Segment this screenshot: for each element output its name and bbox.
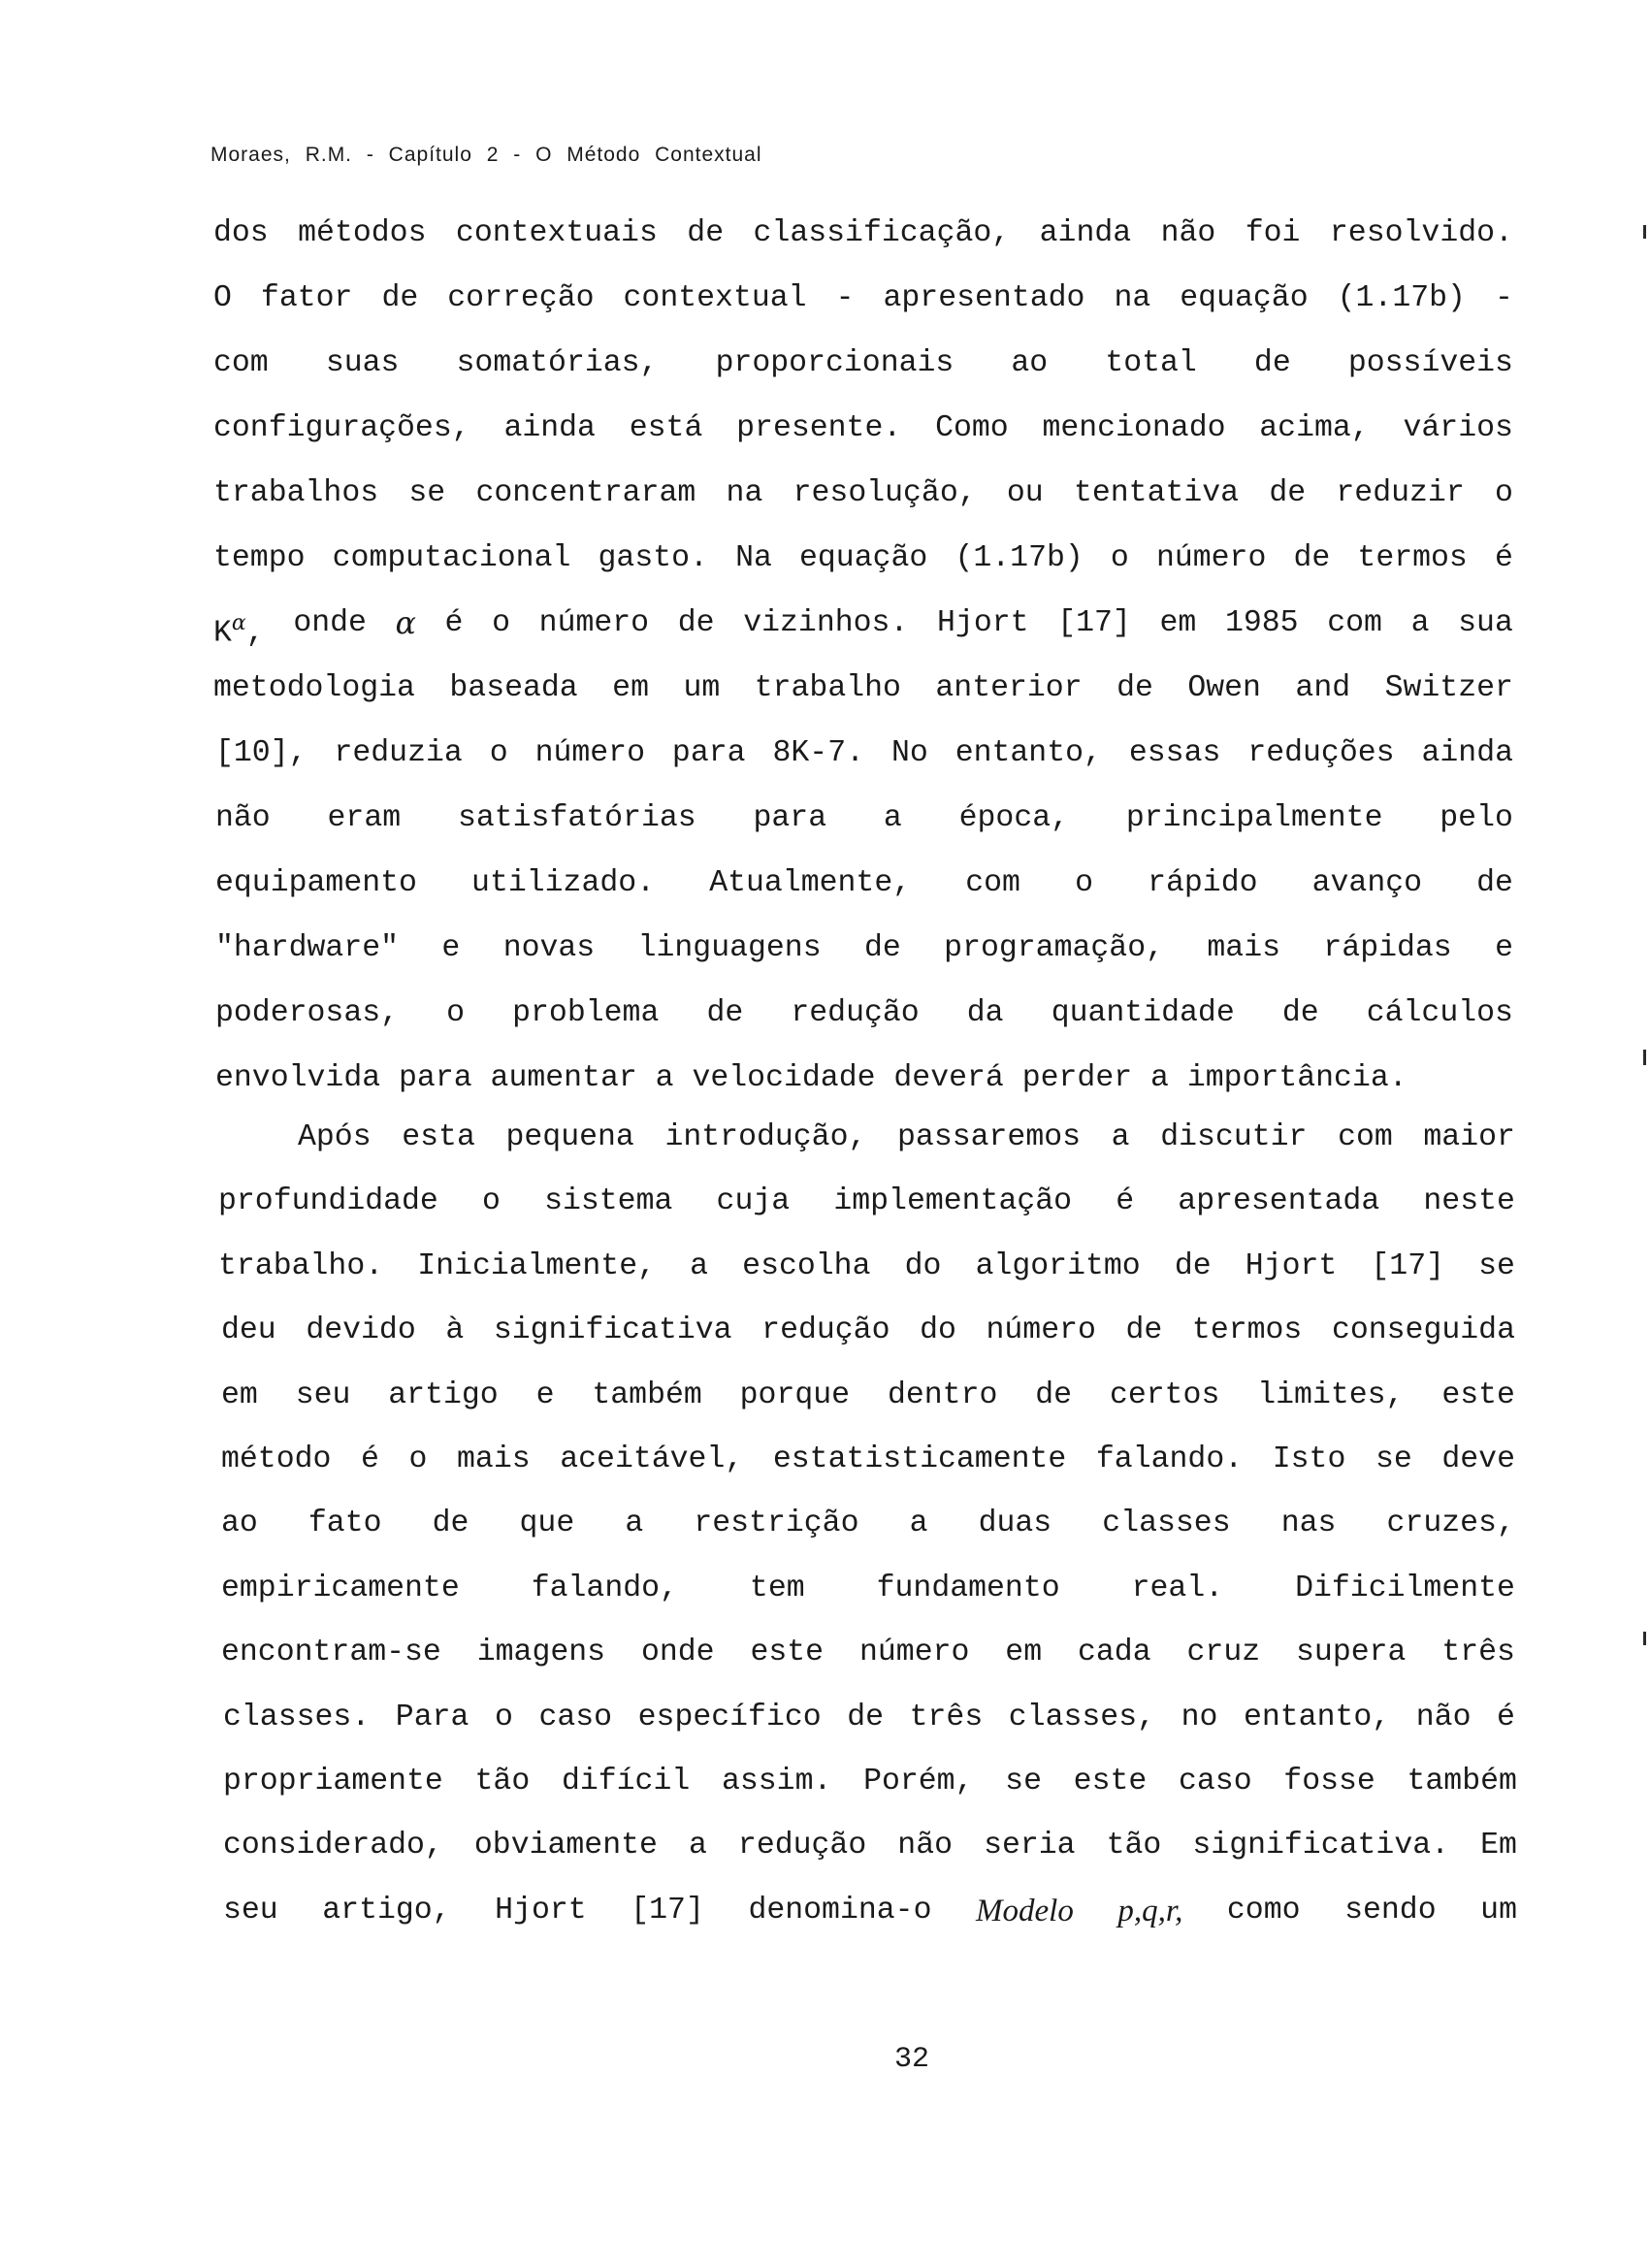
word: baseada <box>449 671 578 705</box>
word: neste <box>1423 1184 1515 1218</box>
word: à <box>445 1313 465 1347</box>
paragraph1-line <box>213 669 1513 708</box>
word: apresentado <box>883 281 1085 315</box>
word: considerado, <box>223 1829 443 1863</box>
word: Switzer <box>1384 671 1513 705</box>
word: métodos <box>298 216 427 250</box>
word: Para <box>395 1701 469 1734</box>
word: propriamente <box>223 1765 443 1798</box>
word: apresentada <box>1178 1184 1380 1218</box>
word: é <box>444 606 464 640</box>
word: deve <box>1441 1442 1515 1476</box>
word: do <box>920 1313 956 1347</box>
word: mais <box>457 1442 531 1476</box>
word: escolha <box>742 1249 871 1283</box>
word: a <box>883 801 902 835</box>
word: pelo <box>1440 801 1513 835</box>
word: onde <box>293 606 367 640</box>
paragraph2-line <box>221 1312 1515 1350</box>
word: de <box>1174 1249 1212 1283</box>
word: este <box>750 1636 825 1669</box>
word: p,q,r, <box>1117 1894 1183 1928</box>
paragraph2-line <box>221 1377 1515 1415</box>
word: reduzia <box>334 736 463 770</box>
word: restrição <box>694 1507 859 1540</box>
paragraph1-line <box>215 734 1513 773</box>
word: aceitável, <box>560 1442 744 1476</box>
word: contextual <box>623 281 807 315</box>
word: velocidade <box>692 1061 876 1095</box>
word: falando, <box>531 1571 678 1605</box>
word: artigo <box>388 1378 499 1412</box>
word: falando. <box>1095 1442 1244 1476</box>
word: proporcionais <box>715 346 954 380</box>
word: de <box>1476 866 1513 900</box>
word: de <box>847 1701 885 1734</box>
word: Porém, <box>863 1765 974 1798</box>
word: a <box>1111 1120 1130 1154</box>
word: encontram-se <box>221 1636 441 1669</box>
word: gasto. <box>598 541 708 575</box>
word: caso <box>538 1701 613 1734</box>
paragraph1-line <box>213 279 1513 318</box>
word: tempo <box>213 541 306 575</box>
word: imagens <box>476 1636 606 1669</box>
paragraph1-line <box>213 604 1513 654</box>
word: é <box>1497 1701 1515 1734</box>
word: cuja <box>716 1184 791 1218</box>
word: aumentar <box>490 1061 637 1095</box>
word: sendo <box>1344 1894 1437 1928</box>
word: conseguida <box>1331 1313 1515 1347</box>
paragraph1-line <box>213 474 1513 513</box>
word: duas <box>978 1507 1052 1540</box>
word: o <box>1110 541 1129 575</box>
paragraph2-line <box>223 1699 1515 1737</box>
word: nas <box>1280 1507 1337 1540</box>
word: passaremos <box>897 1120 1082 1154</box>
word: Após <box>298 1120 372 1154</box>
word: linguagens <box>637 931 822 965</box>
word: Como <box>935 411 1009 445</box>
word: também <box>1407 1765 1517 1798</box>
word: deu <box>221 1313 276 1347</box>
word: a <box>1150 1061 1169 1095</box>
word: importância. <box>1186 1061 1407 1095</box>
word: significativa. <box>1192 1829 1450 1863</box>
word: classes <box>1102 1507 1231 1540</box>
word: foi <box>1245 216 1301 250</box>
word: deverá <box>893 1061 1004 1095</box>
word: essas <box>1128 736 1221 770</box>
word: equação <box>1180 281 1309 315</box>
word: de <box>1281 996 1319 1030</box>
word: de <box>1125 1313 1163 1347</box>
word: correção <box>447 281 595 315</box>
page-header: Moraes, R.M. - Capítulo 2 - O Método Contextual <box>210 144 762 166</box>
word: termos <box>1357 541 1468 575</box>
word: Modelo <box>976 1894 1074 1928</box>
word: na <box>1114 281 1151 315</box>
word: ainda <box>1421 736 1513 770</box>
word: em <box>1159 606 1197 640</box>
word: [17] <box>631 1894 704 1928</box>
word: anterior <box>935 671 1083 705</box>
word: a <box>909 1507 928 1540</box>
word: porque <box>739 1378 851 1412</box>
word: de <box>1116 671 1153 705</box>
word: seu <box>223 1894 278 1928</box>
word: redução <box>761 1313 890 1347</box>
word: para <box>753 801 827 835</box>
paragraph1-line <box>213 409 1513 448</box>
word: Isto <box>1272 1442 1346 1476</box>
word: maior <box>1423 1120 1515 1154</box>
word: somatórias, <box>456 346 659 380</box>
word: vários <box>1403 411 1513 445</box>
word: Dificilmente <box>1295 1571 1515 1605</box>
word: [10], <box>215 736 307 770</box>
word: possíveis <box>1347 346 1513 380</box>
word: discutir <box>1160 1120 1308 1154</box>
word: vizinhos. <box>743 606 909 640</box>
word: é <box>1116 1184 1135 1218</box>
word: metodologia <box>213 671 415 705</box>
paragraph2-line <box>221 1505 1515 1543</box>
word: dentro <box>887 1378 998 1412</box>
word: utilizado. <box>471 866 656 900</box>
word: redução <box>737 1829 867 1863</box>
word: reduções <box>1247 736 1395 770</box>
word: três <box>909 1701 984 1734</box>
word: não <box>897 1829 954 1863</box>
word: Hjort <box>1245 1249 1338 1283</box>
word: tem <box>749 1571 805 1605</box>
word: difícil <box>561 1765 691 1798</box>
word: o <box>408 1442 428 1476</box>
word: fosse <box>1283 1765 1375 1798</box>
word: assim. <box>721 1765 832 1798</box>
word: contextuais <box>455 216 658 250</box>
word: eram <box>327 801 402 835</box>
paragraph1-line <box>215 864 1513 903</box>
word: a <box>655 1061 674 1095</box>
word: real. <box>1131 1571 1224 1605</box>
word: tão <box>1106 1829 1162 1863</box>
paragraph1-line <box>215 799 1513 838</box>
word: fato <box>307 1507 382 1540</box>
word: com <box>965 866 1020 900</box>
word: significativa <box>493 1313 732 1347</box>
word: total <box>1105 346 1197 380</box>
word: em <box>1005 1636 1043 1669</box>
word: concentraram <box>475 476 696 510</box>
word: equação <box>799 541 928 575</box>
word: redução <box>791 996 920 1030</box>
word: a <box>688 1829 707 1863</box>
word: dos <box>213 216 269 250</box>
word: específico <box>637 1701 822 1734</box>
word: ao <box>221 1507 258 1540</box>
word: cada <box>1078 1636 1151 1669</box>
word: presente. <box>736 411 902 445</box>
word: de <box>677 606 715 640</box>
word: para <box>671 736 746 770</box>
word: de <box>1269 476 1307 510</box>
word: trabalhos <box>213 476 379 510</box>
word: onde <box>640 1636 715 1669</box>
word: perder <box>1021 1061 1133 1095</box>
word: trabalho <box>754 671 901 705</box>
word: de <box>687 216 725 250</box>
word: de <box>1293 541 1331 575</box>
word: o <box>494 1701 513 1734</box>
word: se <box>408 476 446 510</box>
word: época, <box>958 801 1070 835</box>
paragraph2-line <box>221 1634 1515 1672</box>
word: cruz <box>1186 1636 1261 1669</box>
scan-edge-mark <box>1643 1632 1646 1645</box>
word: de <box>706 996 744 1030</box>
paragraph1-line <box>215 994 1513 1033</box>
word: algoritmo <box>975 1249 1141 1283</box>
superscript-alpha: α <box>231 611 246 635</box>
word: de <box>1253 346 1291 380</box>
word: - <box>835 281 855 315</box>
word: ao <box>1011 346 1049 380</box>
word: Inicialmente, <box>417 1249 657 1283</box>
word: (1.17b) <box>954 541 1084 575</box>
word: de <box>863 931 901 965</box>
word: [17] <box>1057 606 1131 640</box>
word: implementação <box>833 1184 1073 1218</box>
word: da <box>966 996 1004 1030</box>
word: and <box>1295 671 1351 705</box>
word: de <box>432 1507 469 1540</box>
paragraph2-line <box>223 1763 1517 1801</box>
word: certos <box>1109 1378 1220 1412</box>
word: em <box>221 1378 258 1412</box>
word: poderosas, <box>215 996 400 1030</box>
paragraph1-line <box>213 214 1513 253</box>
word: supera <box>1296 1636 1407 1669</box>
word: No <box>890 736 928 770</box>
word: Em <box>1480 1829 1517 1863</box>
word: 1985 <box>1224 606 1299 640</box>
word: o <box>492 606 511 640</box>
word: na <box>726 476 763 510</box>
word: é <box>361 1442 379 1476</box>
word: tentativa <box>1073 476 1240 510</box>
word: também <box>592 1378 702 1412</box>
paragraph2-line <box>221 1570 1515 1608</box>
word: se <box>1375 1442 1412 1476</box>
word: um <box>683 671 721 705</box>
word: introdução, <box>664 1120 867 1154</box>
word: este <box>1441 1378 1515 1412</box>
word: profundidade <box>218 1184 438 1218</box>
word: pequena <box>505 1120 634 1154</box>
word: obviamente <box>473 1829 658 1863</box>
word: como <box>1226 1894 1301 1928</box>
word: método <box>221 1442 332 1476</box>
word: Owen <box>1187 671 1261 705</box>
word: número <box>986 1313 1096 1347</box>
word: envolvida <box>215 1061 381 1095</box>
word: mencionado <box>1042 411 1226 445</box>
word: não <box>215 801 271 835</box>
scan-edge-mark <box>1643 225 1646 239</box>
word: número <box>538 606 650 640</box>
word: tão <box>474 1765 531 1798</box>
paragraph1-line <box>215 929 1513 968</box>
word: de <box>381 281 419 315</box>
word: classificação, <box>753 216 1011 250</box>
word: número <box>534 736 645 770</box>
word: com <box>1338 1120 1393 1154</box>
word: satisfatórias <box>457 801 696 835</box>
word: com <box>1327 606 1382 640</box>
word: ou <box>1006 476 1044 510</box>
word: e <box>535 1378 555 1412</box>
paragraph1-line <box>215 1059 1407 1098</box>
word: O <box>213 281 232 315</box>
word: e <box>441 931 461 965</box>
word: Hjort <box>495 1894 587 1928</box>
word: se <box>1478 1249 1515 1283</box>
word: de <box>1035 1378 1073 1412</box>
word: equipamento <box>215 866 417 900</box>
word: acima, <box>1259 411 1370 445</box>
paragraph1-line <box>213 344 1513 383</box>
word: [17] <box>1371 1249 1445 1283</box>
word: se <box>1005 1765 1042 1798</box>
word: novas <box>502 931 596 965</box>
word: "hardware" <box>215 931 400 965</box>
word: denomina-o <box>748 1894 932 1928</box>
word: número <box>858 1636 970 1669</box>
word: estatisticamente <box>772 1442 1067 1476</box>
word: Atualmente, <box>709 866 912 900</box>
word: seria <box>984 1829 1076 1863</box>
word: empiricamente <box>221 1571 460 1605</box>
word: classes, <box>1008 1701 1156 1734</box>
word: programação, <box>944 931 1165 965</box>
paragraph2-line <box>223 1827 1517 1865</box>
word: mais <box>1207 931 1281 965</box>
paragraph2-line <box>298 1118 1515 1157</box>
word: sua <box>1458 606 1513 640</box>
word: o <box>446 996 466 1030</box>
word: três <box>1441 1636 1515 1669</box>
word: no <box>1181 1701 1218 1734</box>
word: e <box>1495 931 1513 965</box>
word: está <box>629 411 703 445</box>
word: a <box>1410 606 1430 640</box>
word: - <box>1494 281 1513 315</box>
word: cruzes, <box>1386 1507 1515 1540</box>
word: seu <box>295 1378 351 1412</box>
word: 8K-7. <box>772 736 864 770</box>
word: avanço <box>1311 866 1423 900</box>
word: Hjort <box>937 606 1029 640</box>
page-number: 32 <box>894 2043 930 2076</box>
word: devido <box>306 1313 416 1347</box>
word: com <box>213 346 269 380</box>
paragraph2-line <box>218 1247 1515 1286</box>
word: trabalho. <box>218 1249 384 1283</box>
word: não <box>1415 1701 1472 1734</box>
word: configurações, <box>213 411 470 445</box>
paragraph1-line <box>213 539 1513 578</box>
word: (1.17b) <box>1337 281 1466 315</box>
word: resolvido. <box>1329 216 1513 250</box>
word: em <box>612 671 649 705</box>
word: suas <box>325 346 400 380</box>
word: classes. <box>223 1701 371 1734</box>
word: o <box>489 736 508 770</box>
paragraph2-line <box>223 1892 1517 1930</box>
word: Na <box>735 541 772 575</box>
word: ainda <box>1039 216 1132 250</box>
word: o <box>482 1184 501 1218</box>
paragraph2-line <box>218 1183 1515 1221</box>
scan-edge-mark <box>1643 1050 1646 1065</box>
paragraph2-line <box>221 1441 1515 1479</box>
word: um <box>1480 1894 1517 1928</box>
word: que <box>519 1507 575 1540</box>
word: fator <box>260 281 353 315</box>
word: rápidas <box>1323 931 1452 965</box>
word: esta <box>402 1120 475 1154</box>
word: problema <box>512 996 660 1030</box>
word: a <box>625 1507 644 1540</box>
word: entanto, <box>1243 1701 1391 1734</box>
word: cálculos <box>1366 996 1513 1030</box>
word: reduzir <box>1336 476 1465 510</box>
word: é <box>1494 541 1513 575</box>
word: entanto, <box>954 736 1102 770</box>
word: o <box>1075 866 1093 900</box>
word: computacional <box>332 541 571 575</box>
word: termos <box>1191 1313 1303 1347</box>
word: o <box>1494 476 1513 510</box>
word: resolução, <box>793 476 977 510</box>
word: $K^\alpha$, <box>213 611 265 651</box>
word: sistema <box>544 1184 673 1218</box>
word: número <box>1155 541 1267 575</box>
word: artigo, <box>322 1894 451 1928</box>
word: a <box>690 1249 709 1283</box>
word: caso <box>1178 1765 1252 1798</box>
word: quantidade <box>1051 996 1235 1030</box>
word: fundamento <box>876 1571 1060 1605</box>
word: limites, <box>1257 1378 1405 1412</box>
word: não <box>1160 216 1216 250</box>
word: para <box>399 1061 472 1095</box>
word: ainda <box>503 411 596 445</box>
word: principalmente <box>1125 801 1383 835</box>
word: este <box>1073 1765 1148 1798</box>
word: α <box>395 606 416 641</box>
word: rápido <box>1148 866 1258 900</box>
word: do <box>904 1249 942 1283</box>
